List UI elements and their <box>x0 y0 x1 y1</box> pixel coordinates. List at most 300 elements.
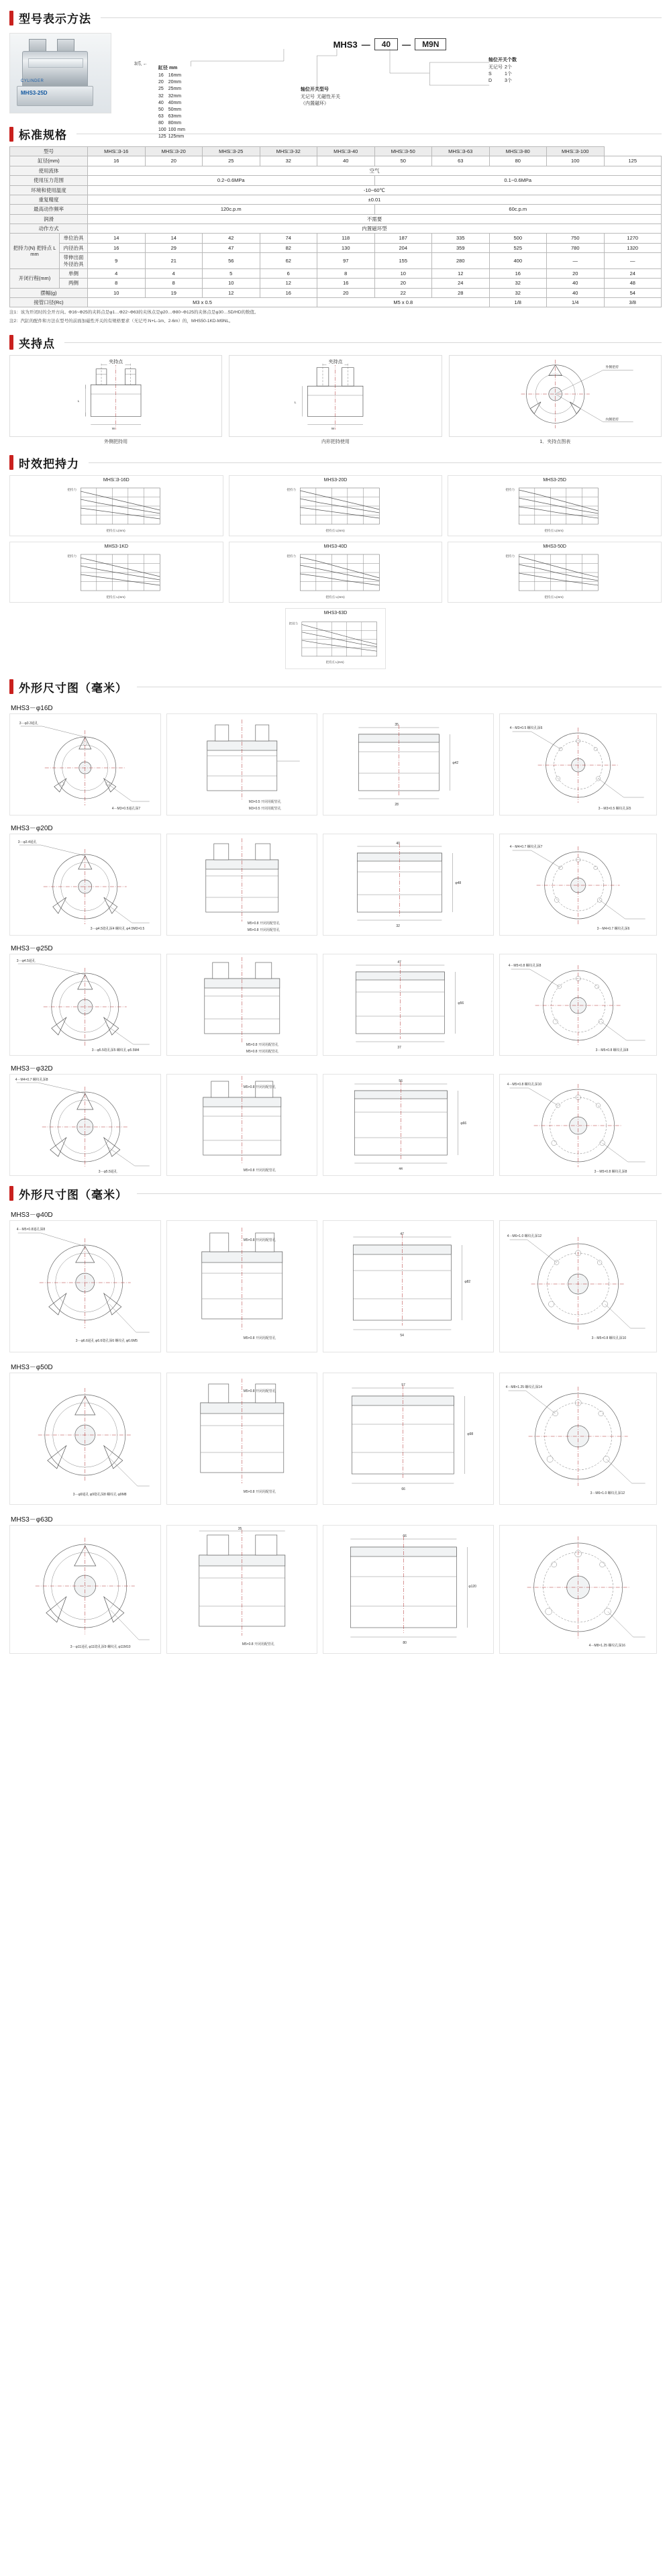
cell: 16 <box>317 279 375 288</box>
cell: 20 <box>374 279 432 288</box>
cell: 1320 <box>604 243 662 252</box>
num-row <box>488 78 514 85</box>
spec-col-2: MHS□3-20 <box>145 147 203 156</box>
dim-view-rear <box>499 1373 657 1505</box>
cell: 500 <box>489 234 547 243</box>
svg-text:4－M8×1.25 螺纹孔深16: 4－M8×1.25 螺纹孔深16 <box>588 1643 625 1648</box>
cell-merged: 不需要 <box>88 214 662 224</box>
grip-card <box>9 355 222 437</box>
cell: 9 <box>88 253 146 269</box>
sub-label: 单侧 <box>60 268 88 278</box>
chart-title: MHS□3-16D <box>103 477 130 483</box>
num-code: D <box>488 79 493 84</box>
cell: 21 <box>145 253 203 269</box>
size-code: 40 <box>158 100 164 105</box>
svg-text:M5×0.8 开闭用配管孔: M5×0.8 开闭用配管孔 <box>242 1642 274 1646</box>
svg-text:φ98: φ98 <box>467 1432 474 1436</box>
row-label-force: 把持力(N) 把持点 L mm <box>10 234 60 269</box>
grip-figure-inner <box>229 355 442 445</box>
cell: 5 <box>203 268 260 278</box>
spec-row-freq <box>10 205 662 214</box>
cell: 4 <box>88 268 146 278</box>
grip-caption-inner: 内形把持使用 <box>321 439 350 444</box>
num-row <box>488 71 514 78</box>
size-code: 63 <box>158 113 164 119</box>
section-rule <box>137 1193 662 1194</box>
model-base-code: MHS3 <box>333 39 358 50</box>
spec-row-repeat <box>10 195 662 204</box>
cell: 20 <box>317 288 375 297</box>
dim-row-25d <box>0 954 671 1056</box>
size-value: 25mm <box>168 87 182 92</box>
cell: 20 <box>145 156 203 166</box>
section-rule <box>89 462 662 463</box>
dim-view-side <box>166 954 318 1056</box>
section-title-force: 时效把持力 <box>19 457 79 470</box>
top-view-drawing <box>323 1526 493 1653</box>
cell: 750 <box>547 234 605 243</box>
grip-figure-outer <box>9 355 222 445</box>
force-charts-grid <box>9 475 662 603</box>
size-value: 40mm <box>168 100 182 105</box>
spec-row-stroke-both <box>10 279 662 288</box>
cell: 4 <box>145 268 203 278</box>
section-rule <box>64 342 662 343</box>
cell: 14 <box>145 234 203 243</box>
cell: 22 <box>374 288 432 297</box>
cell-merged: 空气 <box>88 166 662 175</box>
side-view-drawing <box>167 1526 317 1653</box>
dim-label-25d: MHS3－φ25D <box>11 944 53 952</box>
side-view-drawing <box>167 1373 317 1504</box>
section-accent-bar <box>9 11 13 26</box>
svg-text:W: W <box>111 428 115 432</box>
grip-caption-outer: 外侧把持用 <box>104 439 128 444</box>
cell: 40 <box>317 156 375 166</box>
spec-note-1: 注1：该为开闭时的全开方向。Φ16~Φ25的夹料点是φ1…Φ22~Φ63的夹体点是φ20…Φ80~Φ125的夹体点是φ30…SD/HD的数值。 <box>9 310 259 315</box>
svg-text:3－φ4.5锪孔深4 螺纹孔 φ4.5M3×0.5: 3－φ4.5锪孔深4 螺纹孔 φ4.5M3×0.5 <box>90 926 145 931</box>
svg-text:3－φ3.4通孔: 3－φ3.4通孔 <box>17 840 37 844</box>
svg-text:把持力: 把持力 <box>505 554 515 558</box>
cell: 10 <box>374 268 432 278</box>
grip-card-title: 夹持点 <box>326 358 344 365</box>
svg-text:37: 37 <box>397 1045 402 1050</box>
cell: 525 <box>489 243 547 252</box>
spec-row-force-1 <box>10 234 662 243</box>
num-value: 2个 <box>505 65 512 70</box>
rear-view-drawing <box>500 1373 656 1504</box>
front-view-drawing <box>10 954 160 1055</box>
dim-view-side <box>166 713 318 815</box>
model-col-num <box>488 57 517 85</box>
svg-text:M5×0.8 开闭用配管孔: M5×0.8 开闭用配管孔 <box>243 1238 276 1242</box>
section-accent-bar <box>9 455 13 470</box>
cell-merged: 120c.p.m <box>88 205 375 214</box>
dim-view-front <box>9 713 161 815</box>
dim-view-side <box>166 834 318 936</box>
svg-text:把持力: 把持力 <box>67 487 77 491</box>
row-label: 重复精度 <box>10 195 88 204</box>
size-code: 125 <box>158 134 166 140</box>
size-row <box>158 86 187 93</box>
svg-text:M5×0.8 开闭用配管孔: M5×0.8 开闭用配管孔 <box>243 1489 276 1494</box>
cell-merged: 60c.p.m <box>374 205 662 214</box>
cell-merged: 内置磁环型 <box>88 224 662 234</box>
svg-text:4－M4×0.7 螺纹孔深8: 4－M4×0.7 螺纹孔深8 <box>15 1077 48 1082</box>
cell: 100 <box>547 156 605 166</box>
dim-view-top <box>323 834 494 936</box>
cell-merged: 1/8 <box>489 298 547 307</box>
cell: 25 <box>203 156 260 166</box>
chart-plot <box>12 484 221 534</box>
spec-row-stroke-single <box>10 268 662 278</box>
size-value: 20mm <box>168 80 182 85</box>
spec-table-block <box>0 146 671 325</box>
cell: 32 <box>489 279 547 288</box>
chart-title: MHS3-1KD <box>104 544 129 549</box>
size-row <box>158 120 187 127</box>
dim-row-16d <box>0 713 671 815</box>
photo-model-label: MHS3-25D <box>21 90 48 96</box>
spec-table <box>9 146 662 307</box>
cell: 97 <box>317 253 375 269</box>
svg-text:66: 66 <box>401 1487 406 1491</box>
chart-plot <box>450 550 659 600</box>
svg-text:把持力: 把持力 <box>289 622 298 626</box>
cell: 125 <box>604 156 662 166</box>
top-view-drawing <box>323 1075 493 1175</box>
sub-label: 单位治具 <box>60 234 88 243</box>
dim-view-rear <box>499 1220 657 1352</box>
model-col-size <box>158 65 187 141</box>
chart-card-0 <box>9 475 223 536</box>
size-value: 100 mm <box>168 128 185 133</box>
svg-text:47: 47 <box>397 960 402 964</box>
front-view-drawing <box>10 714 160 815</box>
sub-label: 内径治具 <box>60 243 88 252</box>
svg-text:57: 57 <box>401 1383 406 1387</box>
spec-row-fluid <box>10 166 662 175</box>
cell: 80 <box>489 156 547 166</box>
dim-label-20d: MHS3－φ20D <box>11 824 53 832</box>
dim-row-63d <box>0 1525 671 1669</box>
spec-note-2: 注2：汽缸的配件和方法在型号的前面加磁性开关的有规格要求（无记号:N+L-1m、2-6m）的，MHS50-1KD-M9NL。 <box>9 319 234 324</box>
cell: 10 <box>88 288 146 297</box>
size-row <box>158 127 187 134</box>
svg-text:把持点 L(mm): 把持点 L(mm) <box>544 528 564 532</box>
spec-row-force-3 <box>10 253 662 269</box>
section-rule <box>101 17 662 18</box>
section-title-grip: 夹持点 <box>19 337 55 350</box>
model-code-row <box>118 38 662 50</box>
svg-text:M3×0.5 开闭用配管孔: M3×0.5 开闭用配管孔 <box>248 806 281 811</box>
svg-text:M5×0.8 开闭用配管孔: M5×0.8 开闭用配管孔 <box>246 1049 278 1054</box>
cell: 42 <box>203 234 260 243</box>
section-header-grip <box>0 334 671 351</box>
spec-row-temp <box>10 185 662 195</box>
svg-text:把持点 L(mm): 把持点 L(mm) <box>325 660 344 664</box>
cell: 155 <box>374 253 432 269</box>
cell: 6 <box>260 268 317 278</box>
cell: 47 <box>203 243 260 252</box>
svg-text:32: 32 <box>396 924 401 928</box>
dim-view-side <box>166 1373 318 1505</box>
dim-row-50d <box>0 1373 671 1507</box>
size-value: 32mm <box>168 93 182 99</box>
svg-text:把持力: 把持力 <box>505 487 515 491</box>
dim-view-top <box>323 1373 494 1505</box>
size-code: 32 <box>158 93 164 99</box>
section-title-dim2: 外形尺寸图（毫米） <box>19 1188 127 1201</box>
chart-plot <box>450 484 659 534</box>
svg-text:40: 40 <box>396 841 401 846</box>
svg-text:φ42: φ42 <box>452 760 459 765</box>
grip-outer-drawing <box>10 356 221 435</box>
spec-col-0: 型号 <box>10 147 88 156</box>
rear-view-drawing <box>500 834 656 935</box>
dim-view-top <box>323 1525 494 1654</box>
cell: 204 <box>374 243 432 252</box>
air-value: 无磁性开关 <box>317 95 340 100</box>
svg-text:28: 28 <box>395 802 399 807</box>
dim-view-top <box>323 713 494 815</box>
side-view-drawing <box>167 954 317 1055</box>
svg-text:内侧把持: 内侧把持 <box>605 418 619 422</box>
svg-text:3－M3×0.5 螺纹孔深5: 3－M3×0.5 螺纹孔深5 <box>598 806 631 811</box>
dim-view-front <box>9 954 161 1056</box>
svg-text:4－M3×0.5通孔深7: 4－M3×0.5通孔深7 <box>111 806 141 811</box>
cell: 50 <box>374 156 432 166</box>
dim-view-rear <box>499 834 657 936</box>
dim-view-rear <box>499 713 657 815</box>
size-value: 80mm <box>168 121 182 126</box>
size-value: 125mm <box>168 134 185 140</box>
spec-col-4: MHS□3-32 <box>260 147 317 156</box>
svg-text:4－M5×0.8通孔深8: 4－M5×0.8通孔深8 <box>16 1227 46 1232</box>
cell-merged: 1/4 <box>547 298 605 307</box>
svg-text:把持点 L(mm): 把持点 L(mm) <box>106 528 125 532</box>
svg-text:φ82: φ82 <box>464 1279 471 1284</box>
section-title-model: 型号表示方法 <box>19 13 91 26</box>
row-label: 动作方式 <box>10 224 88 234</box>
photo-logo: CYLINDER <box>21 79 44 83</box>
section-accent-bar <box>9 1186 13 1201</box>
spec-row-force-2 <box>10 243 662 252</box>
chart-title: MHS3-25D <box>543 477 566 483</box>
dim-view-side <box>166 1525 318 1654</box>
dim-view-front <box>9 834 161 936</box>
row-label: 接管口径(Rc) <box>10 298 88 307</box>
svg-text:66: 66 <box>403 1534 407 1538</box>
chart-plot <box>288 617 383 666</box>
chart-card-1 <box>229 475 443 536</box>
svg-text:4－M5×0.8 螺纹孔深8: 4－M5×0.8 螺纹孔深8 <box>508 963 541 968</box>
svg-text:3－M5×0.8 螺纹孔深10: 3－M5×0.8 螺纹孔深10 <box>591 1336 627 1340</box>
top-view-drawing <box>323 1221 493 1352</box>
model-col-air-header: 轴位开关型号 <box>301 87 329 92</box>
photo-base-plate <box>17 86 93 106</box>
num-value: 3个 <box>505 79 512 84</box>
svg-text:L: L <box>295 401 297 405</box>
size-row <box>158 79 187 86</box>
svg-text:4－M5×0.8 螺纹孔深10: 4－M5×0.8 螺纹孔深10 <box>507 1082 542 1087</box>
sub-label: 带伸出面外径治具 <box>60 253 88 269</box>
sub-label: 两侧 <box>60 279 88 288</box>
force-charts-block <box>0 475 671 669</box>
cell: 20 <box>547 268 605 278</box>
section-title-dim1: 外形尺寸图（毫米） <box>19 681 127 695</box>
chart-card-3 <box>9 542 223 603</box>
dim-label-40d: MHS3－φ40D <box>11 1211 53 1219</box>
model-dash-1: — <box>361 39 370 50</box>
section-accent-bar <box>9 335 13 350</box>
cell: 400 <box>489 253 547 269</box>
svg-text:M3×0.5 开闭用配管孔: M3×0.5 开闭用配管孔 <box>248 799 281 804</box>
svg-text:3－M5×0.8 螺纹孔深8: 3－M5×0.8 螺纹孔深8 <box>595 1048 629 1052</box>
svg-text:M5×0.8 开闭用配管孔: M5×0.8 开闭用配管孔 <box>247 921 280 926</box>
num-row <box>488 64 514 71</box>
cell: 187 <box>374 234 432 243</box>
cell: 40 <box>547 279 605 288</box>
front-view-drawing <box>10 1221 160 1352</box>
model-air-table <box>301 94 342 101</box>
rear-view-drawing <box>500 1075 656 1175</box>
cell: 56 <box>203 253 260 269</box>
svg-text:M5×0.8 开闭用配管孔: M5×0.8 开闭用配管孔 <box>243 1336 276 1340</box>
size-code: 50 <box>158 107 164 112</box>
row-label: 缸径(mm) <box>10 156 88 166</box>
svg-text:56: 56 <box>399 1079 403 1083</box>
spec-header-row <box>10 147 662 156</box>
size-code: 16 <box>158 73 164 79</box>
side-view-drawing <box>167 714 317 815</box>
cell: 8 <box>145 279 203 288</box>
svg-text:把持点 L(mm): 把持点 L(mm) <box>106 595 125 599</box>
cell: 63 <box>432 156 490 166</box>
cell: 29 <box>145 243 203 252</box>
dim-view-top <box>323 1074 494 1176</box>
cell-merged: 3/8 <box>604 298 662 307</box>
cell: 12 <box>432 268 490 278</box>
rear-view-drawing <box>500 1221 656 1352</box>
cell: 16 <box>489 268 547 278</box>
chart-plot <box>231 550 440 600</box>
side-view-drawing <box>167 1075 317 1175</box>
svg-text:3－φ3.3通孔: 3－φ3.3通孔 <box>19 721 38 726</box>
dim-view-side <box>166 1220 318 1352</box>
top-view-drawing <box>323 1373 493 1504</box>
cell: 32 <box>260 156 317 166</box>
cell: 1270 <box>604 234 662 243</box>
cell: 40 <box>547 288 605 297</box>
dim-view-side <box>166 1074 318 1176</box>
svg-text:3－φ9通孔 φ9锪孔深8 螺纹孔 φ9M8: 3－φ9通孔 φ9锪孔深8 螺纹孔 φ9M8 <box>72 1492 127 1497</box>
svg-text:3－φ6.6通孔 φ6.6锪孔深6 螺纹孔 φ6.6M5: 3－φ6.6通孔 φ6.6锪孔深6 螺纹孔 φ6.6M5 <box>75 1338 138 1343</box>
row-label: 环境和使用温度 <box>10 185 88 195</box>
svg-text:M5×0.8 开闭用配管孔: M5×0.8 开闭用配管孔 <box>247 928 280 932</box>
spec-col-3: MHS□3-25 <box>203 147 260 156</box>
size-code: 20 <box>158 80 164 85</box>
spec-col-7: MHS□3-63 <box>432 147 490 156</box>
chart-card-5 <box>448 542 662 603</box>
cell: — <box>604 253 662 269</box>
dim-view-front <box>9 1373 161 1505</box>
grip-inner-drawing <box>229 356 441 435</box>
section-header-spec <box>0 126 671 142</box>
svg-text:4－M6×1.0 螺纹孔深12: 4－M6×1.0 螺纹孔深12 <box>507 1234 542 1238</box>
grip-caption-chuck: 1．夹持点图表 <box>539 439 571 444</box>
model-col-air-sub: （内置磁环） <box>301 101 329 107</box>
svg-text:35: 35 <box>238 1526 242 1531</box>
section-header-dim1 <box>0 679 671 695</box>
row-label: 最高动作频率 <box>10 205 88 214</box>
front-view-drawing <box>10 1526 160 1653</box>
side-view-drawing <box>167 834 317 935</box>
svg-text:把持点 L(mm): 把持点 L(mm) <box>325 595 345 599</box>
cell: 8 <box>88 279 146 288</box>
cell: — <box>547 253 605 269</box>
svg-text:4－M8×1.25 螺纹孔深14: 4－M8×1.25 螺纹孔深14 <box>505 1385 542 1389</box>
size-value: 16mm <box>168 73 182 79</box>
section-accent-bar <box>9 679 13 694</box>
chart-card-2 <box>448 475 662 536</box>
spec-col-9: MHS□3-100 <box>547 147 605 156</box>
grip-block <box>0 355 671 445</box>
grip-figure-chuck <box>449 355 662 445</box>
side-view-drawing <box>167 1221 317 1352</box>
svg-text:φ48: φ48 <box>455 881 462 885</box>
dim-label-63d: MHS3－φ63D <box>11 1516 53 1524</box>
front-view-drawing <box>10 834 160 935</box>
svg-text:3－φ5.5通孔: 3－φ5.5通孔 <box>98 1169 117 1174</box>
spec-col-6: MHS□3-50 <box>374 147 432 156</box>
svg-text:把持点 L(mm): 把持点 L(mm) <box>325 528 345 532</box>
rear-view-drawing <box>500 954 656 1055</box>
model-col-air <box>301 87 374 107</box>
num-value: 1个 <box>505 72 512 77</box>
cell: 62 <box>260 253 317 269</box>
dim-label-50d: MHS3－φ50D <box>11 1363 53 1371</box>
svg-text:把持力: 把持力 <box>286 487 296 491</box>
cell: 359 <box>432 243 490 252</box>
chart-title: MHS3-40D <box>323 544 348 549</box>
datasheet-page <box>0 9 671 1669</box>
dim-view-rear <box>499 1074 657 1176</box>
cell: 8 <box>317 268 375 278</box>
cell: 130 <box>317 243 375 252</box>
top-view-drawing <box>323 954 493 1055</box>
spec-col-8: MHS□3-80 <box>489 147 547 156</box>
svg-text:3－φ5.5锪孔深5 螺纹孔 φ5.5M4: 3－φ5.5锪孔深5 螺纹孔 φ5.5M4 <box>91 1048 140 1052</box>
svg-text:L: L <box>77 399 80 403</box>
dim-view-rear <box>499 1525 657 1654</box>
chart-plot <box>12 550 221 600</box>
cell: 24 <box>432 279 490 288</box>
model-dash-2: — <box>402 39 411 50</box>
dim-view-top <box>323 1220 494 1352</box>
cell: 10 <box>203 279 260 288</box>
size-value: 63mm <box>168 113 182 119</box>
svg-text:47: 47 <box>400 1232 405 1236</box>
size-row <box>158 100 187 107</box>
cell: 32 <box>489 288 547 297</box>
model-col-num-header: 轴位开关个数 <box>488 58 517 62</box>
front-view-drawing <box>10 1075 160 1175</box>
size-row <box>158 107 187 113</box>
cell-merged: ±0.01 <box>88 195 662 204</box>
dim-view-top <box>323 954 494 1056</box>
spec-row-action <box>10 224 662 234</box>
